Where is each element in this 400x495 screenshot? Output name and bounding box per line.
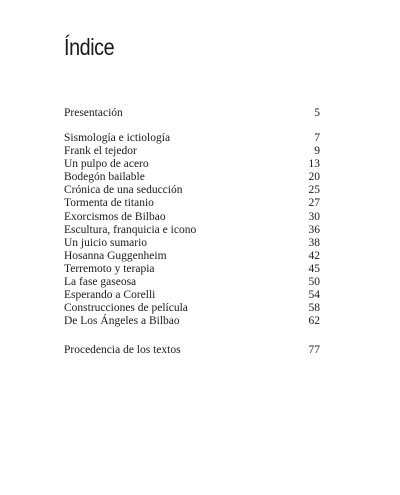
toc-entry [64, 250, 320, 263]
toc-entry-title: Exorcismos de Bilbao [64, 210, 166, 223]
toc-entry [64, 315, 320, 328]
toc-entry-page-number: 5 [314, 107, 320, 119]
toc-entry-page-number: 13 [308, 158, 320, 171]
toc-entry-title: Procedencia de los textos [64, 344, 181, 356]
toc-entry-title: Un juicio sumario [64, 236, 148, 249]
toc-entry [64, 184, 320, 197]
toc-entry [64, 132, 320, 145]
toc-entry-title: Bodegón bailable [64, 171, 145, 184]
toc-entry-page-number: 54 [308, 289, 320, 302]
toc-entry-title: Presentación [64, 107, 123, 119]
toc-entry-title: Sismología e ictiología [64, 132, 171, 144]
toc-outro-section [64, 344, 320, 357]
toc-entry-title: Esperando a Corelli [64, 289, 156, 302]
toc-entry [64, 224, 320, 237]
toc-entry-title: Escultura, franquicia e icono [64, 223, 197, 236]
toc-entry-title: Frank el tejedor [64, 145, 137, 158]
toc-entry-page-number: 30 [308, 210, 320, 223]
toc-entry [64, 158, 320, 171]
toc-entry [64, 302, 320, 315]
toc-entry-title: La fase gaseosa [64, 276, 137, 289]
toc-entry-title: De Los Ángeles a Bilbao [64, 315, 180, 328]
toc-entry-title: Terremoto y terapia [64, 262, 155, 275]
toc-entry [64, 171, 320, 184]
toc-entry-page-number: 58 [308, 302, 320, 315]
toc-entry [64, 289, 320, 302]
toc-entry-title: Hosanna Guggenheim [64, 249, 167, 262]
toc-entry-title: Crónica de una seducción [64, 184, 183, 197]
toc-entry-page-number: 36 [308, 223, 320, 236]
toc-entry [64, 197, 320, 210]
toc-entry-page-number: 62 [308, 315, 320, 328]
toc-entry [64, 344, 320, 357]
toc-entry-page-number: 45 [308, 262, 320, 275]
toc-entry-page-number: 38 [308, 236, 320, 249]
toc-entry [64, 211, 320, 224]
toc-entry [64, 145, 320, 158]
toc-entry [64, 263, 320, 276]
toc-entry-page-number: 20 [308, 171, 320, 184]
toc-entry [64, 237, 320, 250]
toc-chapter-list [64, 132, 320, 328]
toc-entry-page-number: 9 [314, 145, 320, 158]
toc-entry-page-number: 27 [308, 197, 320, 210]
toc-entry [64, 107, 320, 120]
toc-entry-title: Un pulpo de acero [64, 158, 149, 171]
toc-entry-page-number: 7 [314, 132, 320, 144]
toc-entry [64, 276, 320, 289]
toc-entry-page-number: 50 [308, 276, 320, 289]
page-title: Índice [64, 34, 115, 60]
toc-entry-page-number: 77 [308, 344, 320, 356]
toc-entry-page-number: 42 [308, 249, 320, 262]
toc-entry-title: Construcciones de película [64, 302, 188, 315]
toc-intro-section [64, 107, 320, 120]
toc-entry-title: Tormenta de titanio [64, 197, 154, 210]
toc-entry-page-number: 25 [308, 184, 320, 197]
